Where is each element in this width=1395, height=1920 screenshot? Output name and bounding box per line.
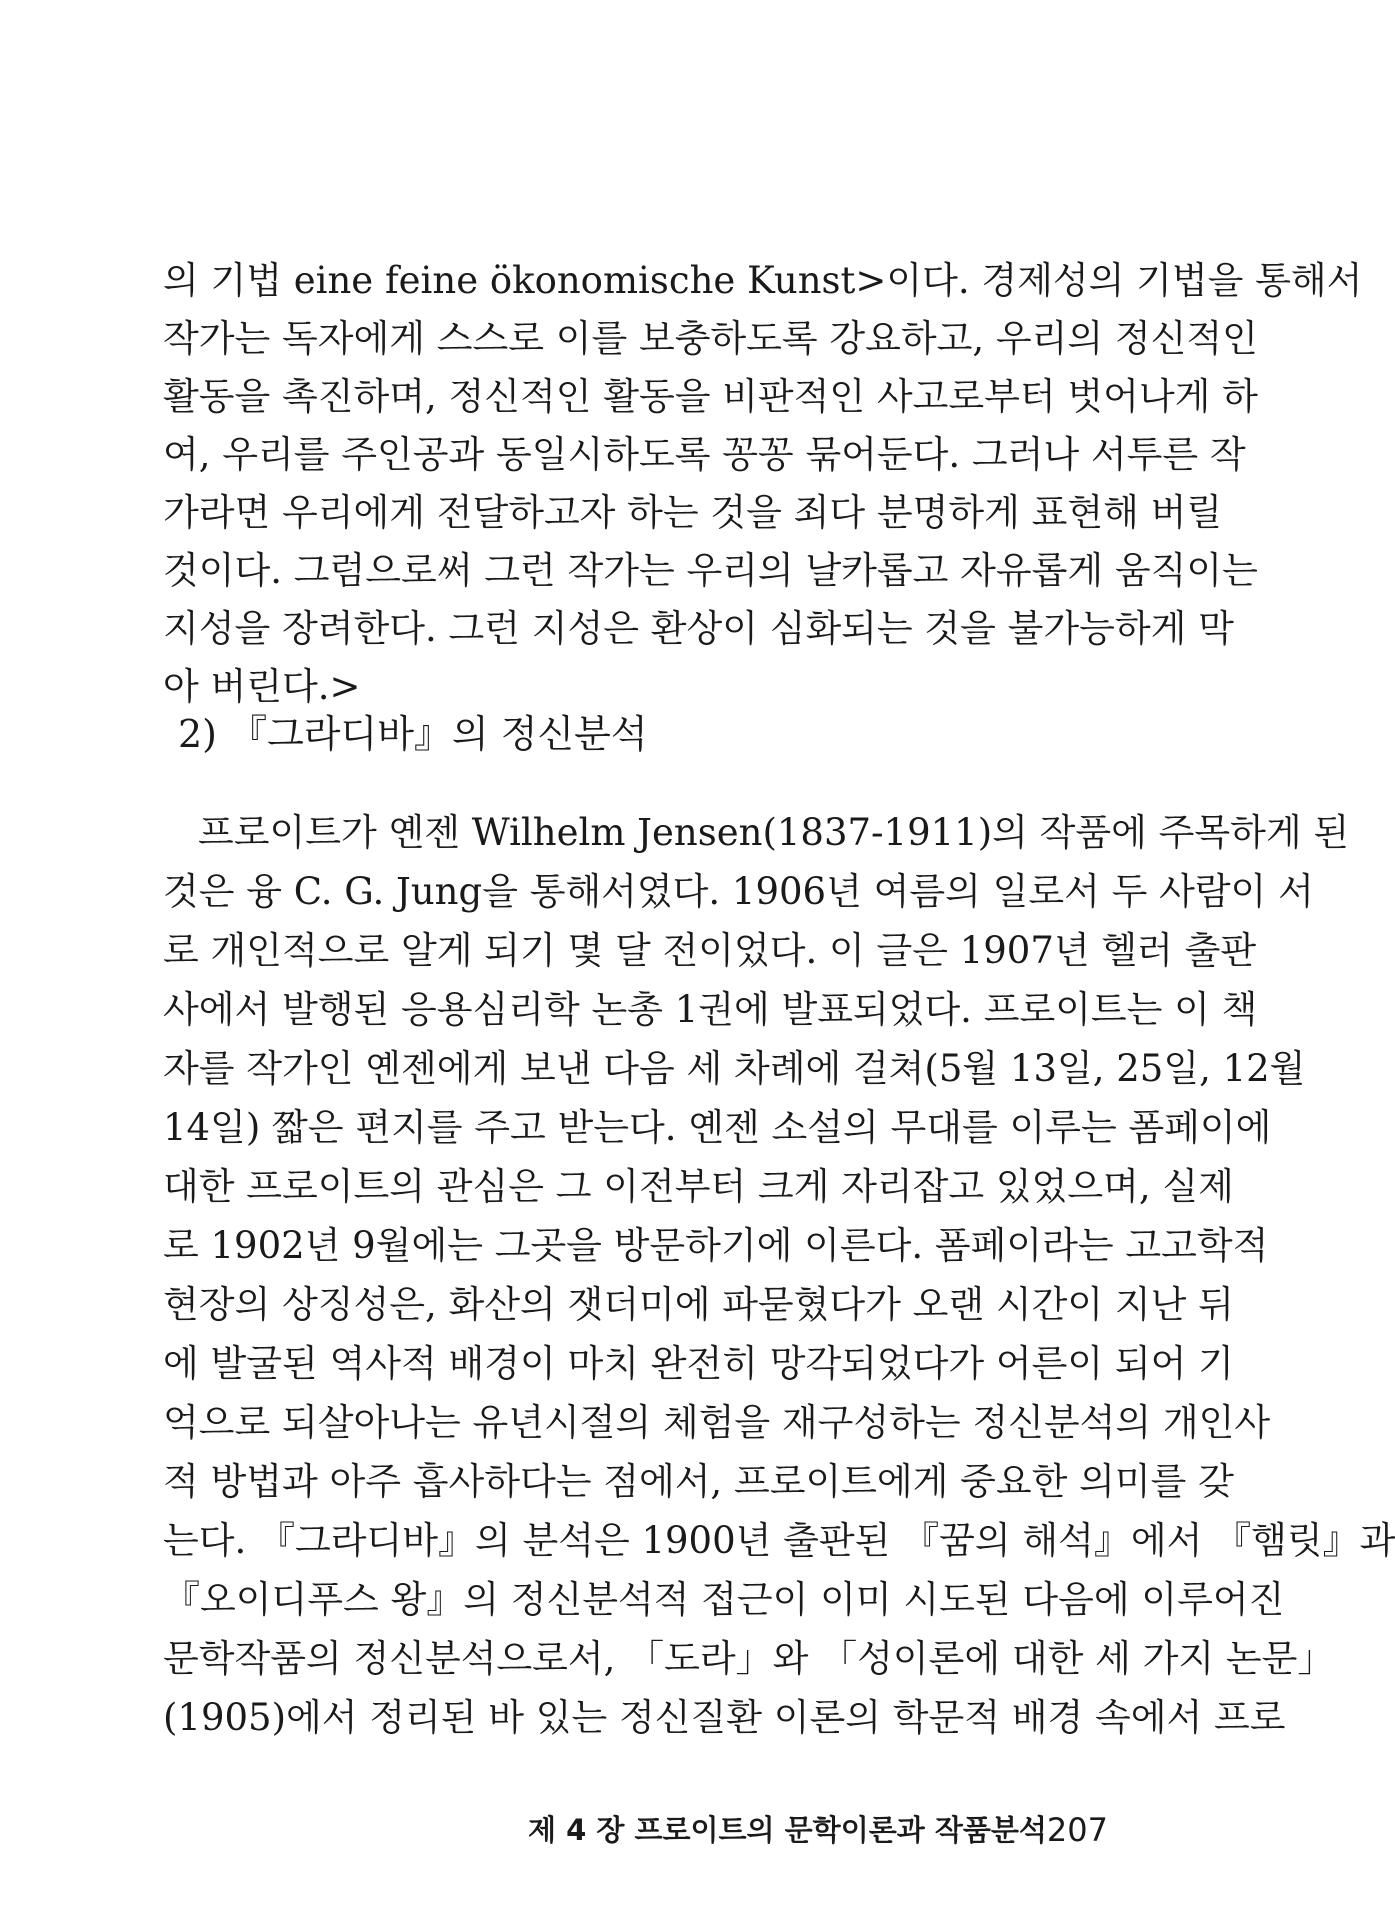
text-line: 자를 작가인 옌젠에게 보낸 다음 세 차례에 걸쳐(5월 13일, 25일, 12월 bbox=[163, 1047, 1306, 1090]
text-line: 에 발굴된 역사적 배경이 마치 완전히 망각되었다가 어른이 되어 기 bbox=[163, 1342, 1234, 1385]
text-line: 가라면 우리에게 전달하고자 하는 것을 죄다 분명하게 표현해 버릴 bbox=[163, 491, 1223, 534]
text-line: 대한 프로이트의 관심은 그 이전부터 크게 자리잡고 있었으며, 실제 bbox=[163, 1165, 1234, 1208]
text-line: 로 1902년 9월에는 그곳을 방문하기에 이른다. 폼페이라는 고고학적 bbox=[163, 1224, 1269, 1267]
text-line: 문학작품의 정신분석으로서, 「도라」와 「성이론에 대한 세 가지 논문」 bbox=[163, 1637, 1335, 1680]
text-line: 아 버린다.> bbox=[163, 665, 361, 708]
text-line: 『오이디푸스 왕』의 정신분석적 접근이 이미 시도된 다음에 이루어진 bbox=[163, 1578, 1285, 1621]
text-line: 작가는 독자에게 스스로 이를 보충하도록 강요하고, 우리의 정신적인 bbox=[163, 317, 1258, 360]
text-line: 적 방법과 아주 흡사하다는 점에서, 프로이트에게 중요한 의미를 갖 bbox=[163, 1460, 1234, 1503]
page-footer bbox=[528, 1810, 1108, 1850]
text-line: 사에서 발행된 응용심리학 논총 1권에 발표되었다. 프로이트는 이 책 bbox=[163, 988, 1258, 1031]
text-line: 로 개인적으로 알게 되기 몇 달 전이었다. 이 글은 1907년 헬러 출판 bbox=[163, 929, 1257, 972]
section-heading: 2) 『그라디바』의 정신분석 bbox=[178, 712, 648, 756]
text-line: 억으로 되살아나는 유년시절의 체험을 재구성하는 정신분석의 개인사 bbox=[163, 1401, 1271, 1444]
text-line: (1905)에서 정리된 바 있는 정신질환 이론의 학문적 배경 속에서 프로 bbox=[163, 1696, 1286, 1739]
text-line: 현장의 상징성은, 화산의 잿더미에 파묻혔다가 오랜 시간이 지난 뒤 bbox=[163, 1283, 1234, 1326]
text-line: 활동을 촉진하며, 정신적인 활동을 비판적인 사고로부터 벗어나게 하 bbox=[163, 375, 1258, 418]
text-line: 지성을 장려한다. 그런 지성은 환상이 심화되는 것을 불가능하게 막 bbox=[163, 607, 1234, 650]
text-line: 의 기법 eine feine ökonomische Kunst>이다. 경제성의 기법을 통해서 bbox=[163, 259, 1363, 302]
text-line: 것은 융 C. G. Jung을 통해서였다. 1906년 여름의 일로서 두 사람이 서 bbox=[163, 870, 1314, 913]
text-line: 14일) 짧은 편지를 주고 받는다. 옌젠 소설의 무대를 이루는 폼페이에 bbox=[163, 1106, 1272, 1149]
text-line: 는다. 『그라디바』의 분석은 1900년 출판된 『꿈의 해석』에서 『햄릿』과 bbox=[163, 1519, 1395, 1562]
page-number: 207 bbox=[1046, 1811, 1108, 1849]
text-line: 여, 우리를 주인공과 동일시하도록 꽁꽁 묶어둔다. 그러나 서투른 작 bbox=[163, 433, 1246, 476]
text-line: 것이다. 그럼으로써 그런 작가는 우리의 날카롭고 자유롭게 움직이는 bbox=[163, 549, 1258, 592]
text-line: 프로이트가 옌젠 Wilhelm Jensen(1837-1911)의 작품에 주목하게 된 bbox=[198, 811, 1350, 854]
running-header-chapter: 제 4 장 프로이트의 문학이론과 작품분석 bbox=[528, 1813, 1047, 1847]
